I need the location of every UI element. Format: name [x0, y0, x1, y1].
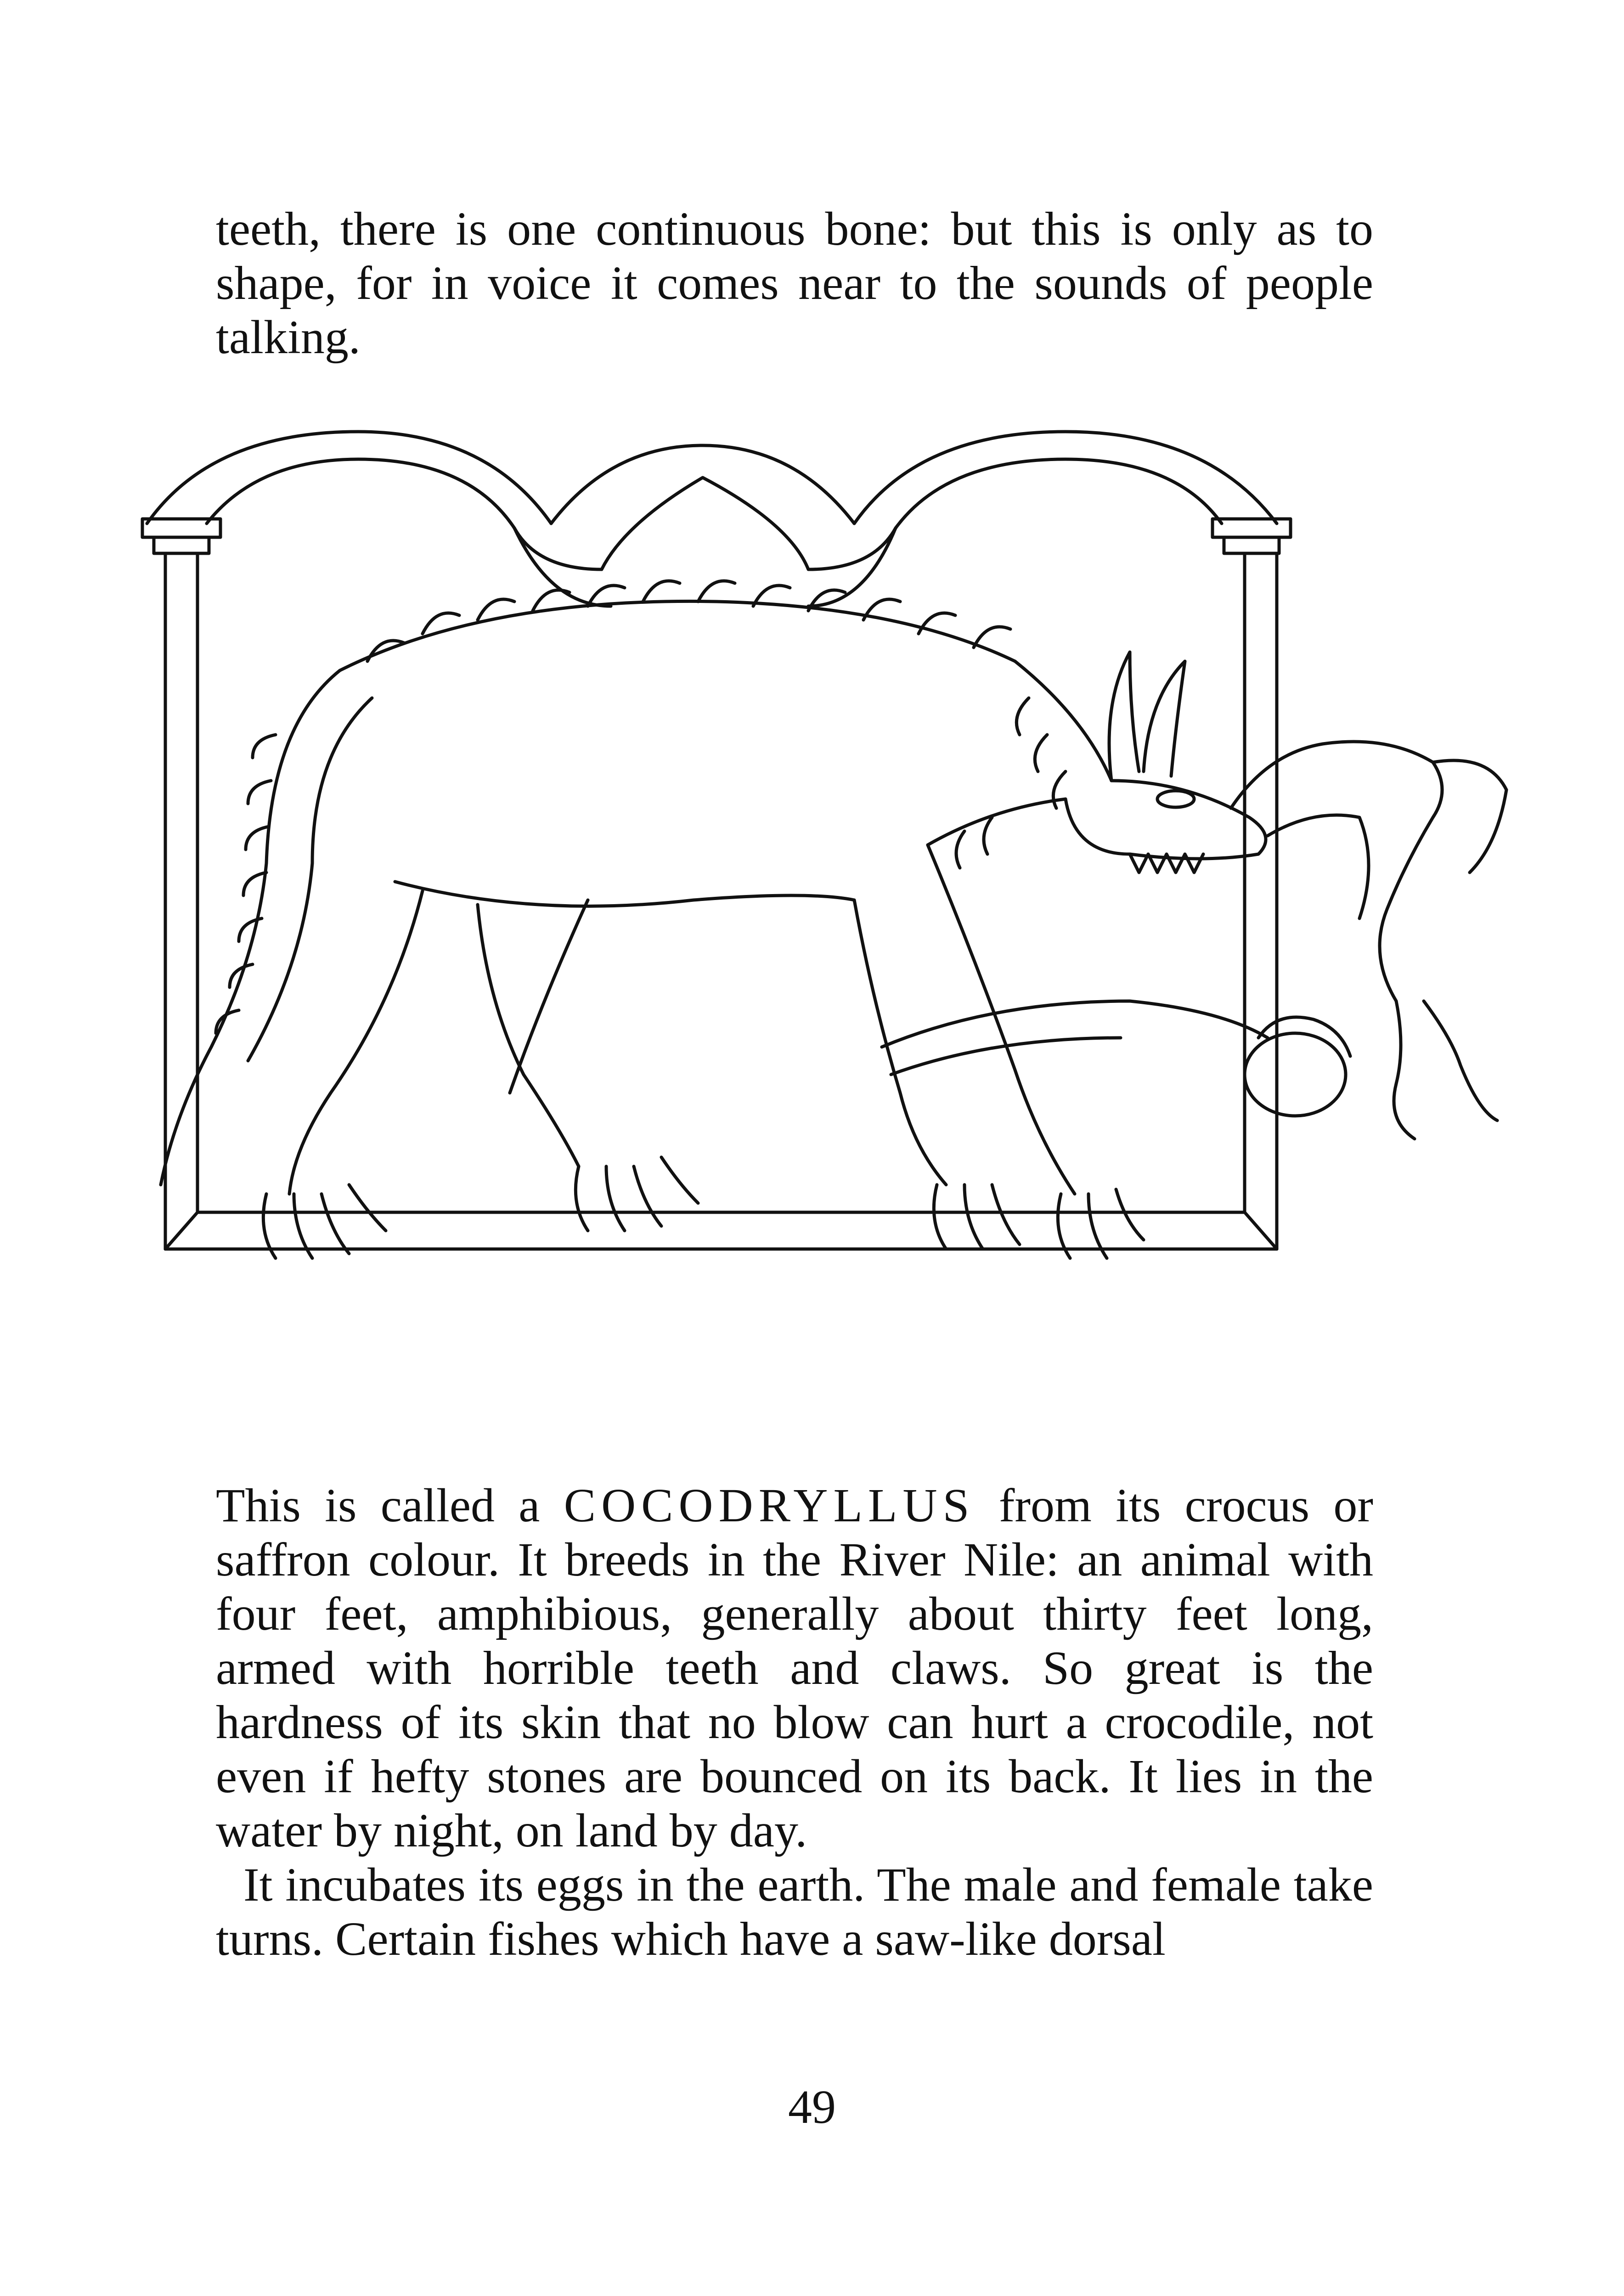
page-number: 49 — [788, 2081, 836, 2133]
cocodryllus-woodcut-icon — [73, 404, 1575, 1368]
top-text-block — [216, 202, 1373, 365]
incubation-paragraph: It incubates its eggs in the earth. The male and female take turns. Certain fishes which have a saw-like dorsal — [216, 1858, 1373, 1965]
main-text-block — [216, 1479, 1373, 1966]
continued-paragraph: teeth, there is one continuous bone: but this is only as to shape, for in voice it comes near to the sounds of people talking. — [216, 203, 1373, 364]
paragraph-body: from its crocus or saffron colour. It breeds in the River Nile: an animal with four feet, amphibious, generally about thirty feet long, armed with horrible teeth and claws. So great is the hardness of its skin that no blow can hurt a crocodile, not even if hefty stones are bounced on its back. It lies in the water by night, on land by day. — [216, 1479, 1373, 1857]
cocodryllus-paragraph — [216, 1479, 1373, 1858]
creature-name: COCODRYLLUS — [564, 1479, 975, 1532]
arcade-frame — [142, 432, 1291, 1249]
paragraph-opening: This is called a — [216, 1479, 564, 1532]
crocodile-beast — [161, 581, 1266, 1258]
